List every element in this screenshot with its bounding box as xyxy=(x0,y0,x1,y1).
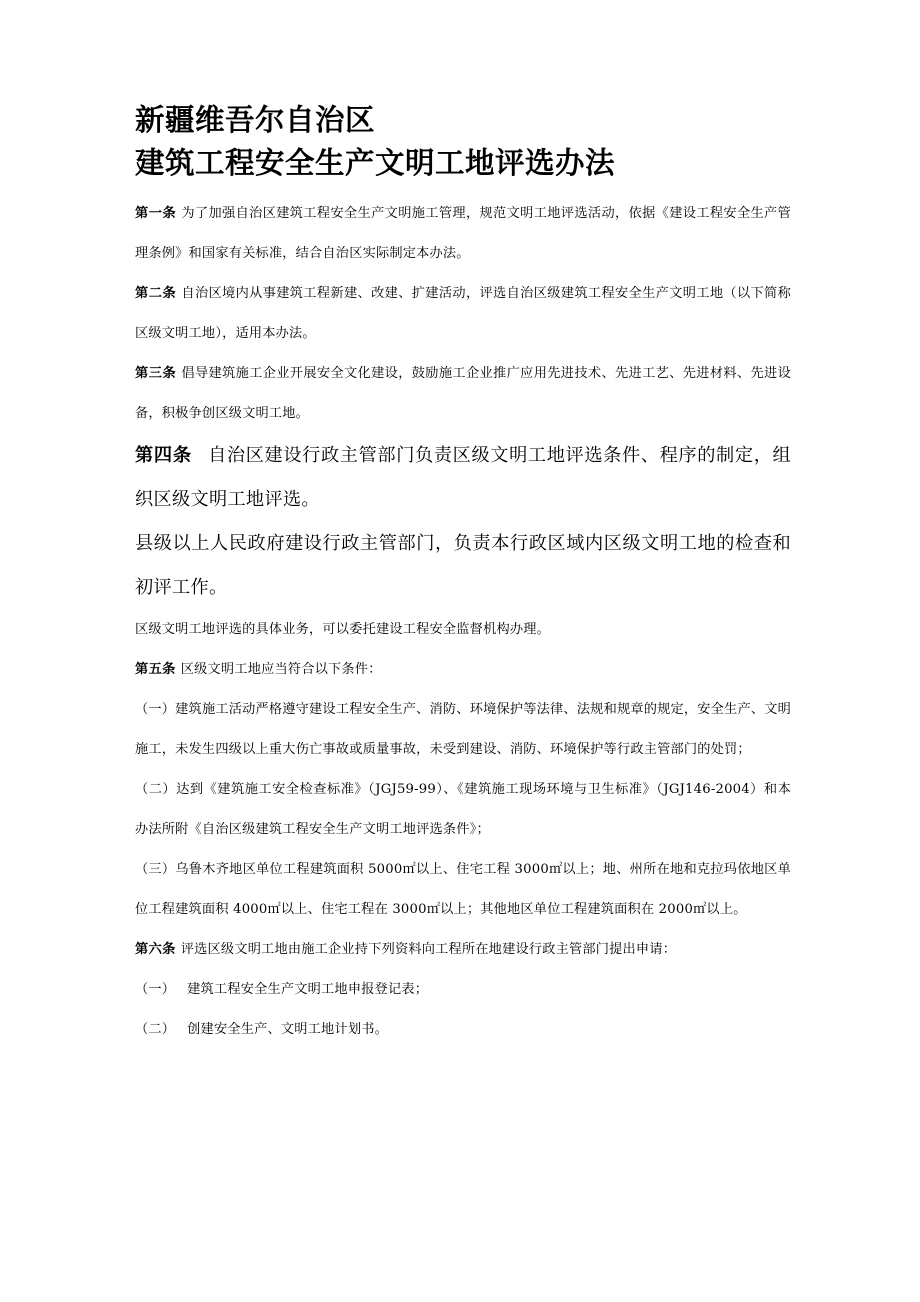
article-5-item-2: （二）达到《建筑施工安全检查标准》（JGJ59-99）、《建筑施工现场环境与卫生标准》（JGJ146-2004）和本办法所附《自治区级建筑工程安全生产文明工地评选条件》； xyxy=(135,782,791,837)
article-label-5: 第五条 xyxy=(135,662,176,677)
article-text-5: 区级文明工地应当符合以下条件： xyxy=(180,662,382,677)
document-content xyxy=(135,100,791,1050)
article-6-item-2-text: 创建安全生产、文明工地计划书。 xyxy=(187,1022,388,1037)
document-title-line-1: 新疆维吾尔自治区 xyxy=(135,103,376,137)
article-paragraph-4 xyxy=(135,434,791,522)
article-paragraph-2 xyxy=(135,274,791,354)
article-text-2: 自治区境内从事建筑工程新建、改建、扩建活动，评选自治区级建筑工程安全生产文明工地（以下简称区级文明工地），适用本办法。 xyxy=(135,286,791,341)
article-label-6: 第六条 xyxy=(135,942,176,957)
article-text-1: 为了加强自治区建筑工程安全生产文明施工管理，规范文明工地评选活动，依据《建设工程安全生产管理条例》和国家有关标准，结合自治区实际制定本办法。 xyxy=(135,206,791,261)
article-5-item-1: （一）建筑施工活动严格遵守建设工程安全生产、消防、环境保护等法律、法规和规章的规定，安全生产、文明施工，未发生四级以上重大伤亡事故或质量事故，未受到建设、消防、环境保护等行政主管部门的处罚； xyxy=(135,702,791,757)
document-title-line-2: 建筑工程安全生产文明工地评选办法 xyxy=(135,146,616,180)
article-text-6: 评选区级文明工地由施工企业持下列资料向工程所在地建设行政主管部门提出申请： xyxy=(180,942,677,957)
article-label-4: 第四条 xyxy=(135,445,192,466)
article-4-paragraph-3: 区级文明工地评选的具体业务，可以委托建设工程安全监督机构办理。 xyxy=(135,622,551,637)
article-6-item-1-marker: （一） xyxy=(135,982,176,997)
article-paragraph-5 xyxy=(135,650,791,690)
article-paragraph-3 xyxy=(135,354,791,434)
title-body-spacer xyxy=(135,184,791,194)
article-label-3: 第三条 xyxy=(135,366,177,381)
article-text-4: 自治区建设行政主管部门负责区级文明工地评选条件、程序的制定，组织区级文明工地评选。 xyxy=(135,445,791,510)
article-4-paragraph-2: 县级以上人民政府建设行政主管部门，负责本行政区域内区级文明工地的检查和初评工作。 xyxy=(135,533,791,598)
article-paragraph-6 xyxy=(135,930,791,970)
article-6-item-1 xyxy=(135,970,791,1010)
article-label-1: 第一条 xyxy=(135,206,177,221)
article-6-item-1-text: 建筑工程安全生产文明工地申报登记表； xyxy=(187,982,429,997)
article-text-3: 倡导建筑施工企业开展安全文化建设，鼓励施工企业推广应用先进技术、先进工艺、先进材料、先进设备，积极争创区级文明工地。 xyxy=(135,366,791,421)
article-6-item-2-marker: （二） xyxy=(135,1022,176,1037)
article-paragraph-1 xyxy=(135,194,791,274)
article-6-item-2 xyxy=(135,1010,791,1050)
article-5-item-3: （三）乌鲁木齐地区单位工程建筑面积 5000㎡以上、住宅工程 3000㎡以上；地、州所在地和克拉玛依地区单位工程建筑面积 4000㎡以上、住宅工程在 3000㎡以上；其他地区单位工程建筑面积在 2000㎡以上。 xyxy=(135,862,791,917)
article-label-2: 第二条 xyxy=(135,286,177,301)
